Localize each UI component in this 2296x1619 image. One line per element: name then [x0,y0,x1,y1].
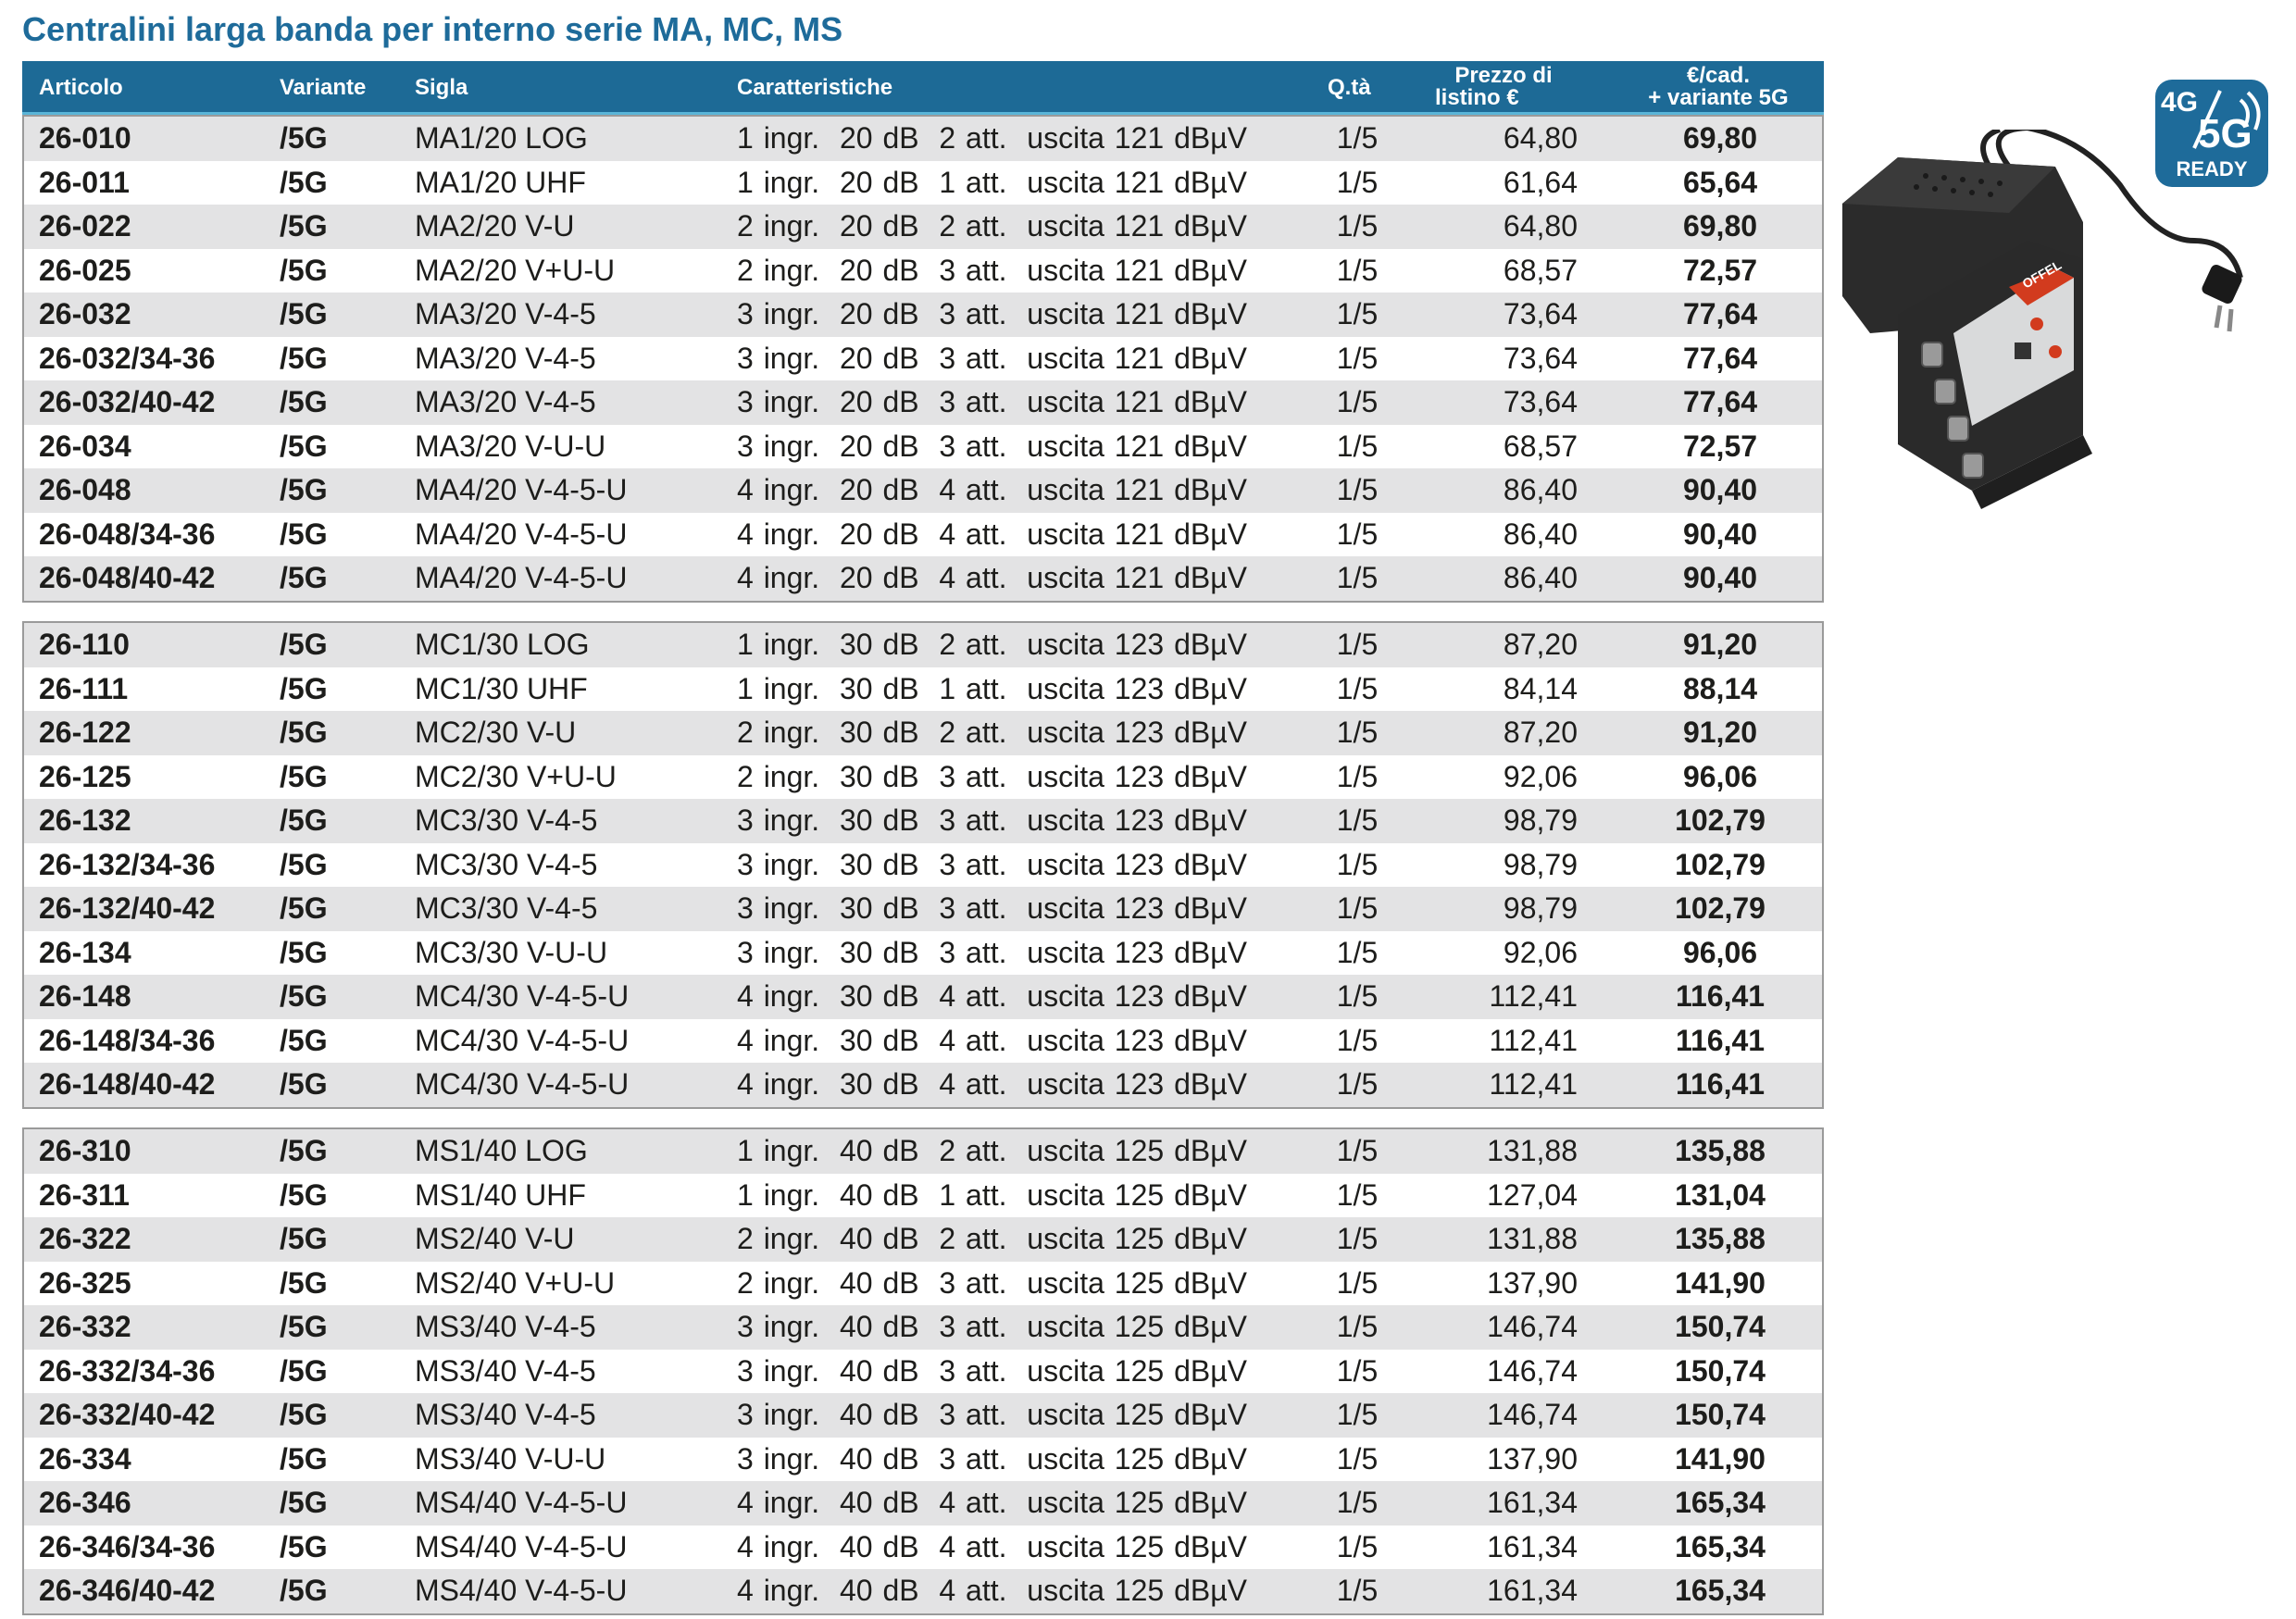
cell-variante: /5G [280,759,328,793]
cell-prezzo-5g: 135,88 [1675,1134,1766,1167]
table-row [24,1305,1822,1350]
cell-qta: 1/5 [1336,1398,1379,1431]
cell-variante: /5G [280,628,328,661]
cell-articolo: 26-334 [39,1441,131,1476]
cell-prezzo-5g: 90,40 [1682,517,1758,551]
cell-variante: /5G [280,1067,328,1101]
cell-prezzo: 84,14 [1503,671,1578,705]
cell-variante: /5G [280,165,328,199]
cell-prezzo: 98,79 [1503,847,1578,881]
cell-qta: 1/5 [1336,1177,1379,1212]
cell-articolo: 26-322 [39,1222,131,1255]
cell-variante: /5G [280,253,328,287]
cell-qta: 1/5 [1336,297,1379,330]
table-row [24,623,1822,667]
cell-sigla: MC1/30 LOG [415,628,590,661]
cell-qta: 1/5 [1336,1134,1379,1167]
cell-variante: /5G [280,803,328,837]
cell-articolo: 26-132 [39,803,131,837]
cell-variante: /5G [280,1529,328,1563]
table-row [24,887,1822,931]
cell-caratteristiche: 3 ingr. 20 dB 3 att. uscita 121 dBµV [737,429,1247,463]
cell-sigla: MC4/30 V-4-5-U [415,1067,630,1101]
cell-qta: 1/5 [1336,1353,1379,1388]
cell-articolo: 26-034 [39,429,131,463]
cell-qta: 1/5 [1336,1023,1379,1057]
cell-prezzo-5g: 96,06 [1682,935,1758,969]
table-row [24,425,1822,469]
table-row [24,1217,1822,1262]
cell-prezzo: 146,74 [1487,1398,1578,1431]
cell-variante: /5G [280,891,328,925]
cell-caratteristiche: 4 ingr. 40 dB 4 att. uscita 125 dBµV [737,1574,1247,1607]
cell-variante: /5G [280,517,328,551]
cell-qta: 1/5 [1336,209,1379,243]
cell-articolo: 26-134 [39,935,131,969]
cell-variante: /5G [280,561,328,594]
cell-prezzo-5g: 165,34 [1675,1486,1766,1519]
cell-variante: /5G [280,341,328,375]
cell-caratteristiche: 2 ingr. 20 dB 3 att. uscita 121 dBµV [737,253,1247,287]
table-row [24,1129,1822,1174]
cell-articolo: 26-122 [39,716,131,749]
amplifier-product-image [1842,130,2250,537]
cell-prezzo-5g: 77,64 [1682,297,1758,330]
table-row [24,667,1822,712]
cell-prezzo: 131,88 [1487,1222,1578,1255]
table-block-ma [22,115,1824,603]
cell-prezzo-5g: 90,40 [1682,561,1758,594]
cell-sigla: MC4/30 V-4-5-U [415,1023,630,1057]
cell-variante: /5G [280,473,328,506]
cell-prezzo-5g: 141,90 [1675,1265,1766,1300]
cell-prezzo-5g: 88,14 [1682,671,1758,705]
cell-prezzo-5g: 116,41 [1675,1023,1766,1057]
cell-prezzo: 161,34 [1487,1529,1578,1563]
cell-sigla: MS4/40 V-4-5-U [415,1574,628,1607]
cell-sigla: MS3/40 V-U-U [415,1441,606,1476]
cell-variante: /5G [280,1023,328,1057]
table-row [24,711,1822,755]
table-row [24,1526,1822,1570]
cell-prezzo-5g: 165,34 [1675,1574,1766,1607]
cell-articolo: 26-148/34-36 [39,1023,216,1057]
cell-qta: 1/5 [1336,891,1379,925]
cell-prezzo: 146,74 [1487,1310,1578,1343]
cell-sigla: MC1/30 UHF [415,671,588,705]
table-row [24,161,1822,205]
cell-variante: /5G [280,979,328,1013]
cell-variante: /5G [280,121,328,155]
table-row [24,1262,1822,1306]
cell-variante: /5G [280,1310,328,1343]
cell-articolo: 26-325 [39,1265,131,1300]
cell-variante: /5G [280,1222,328,1255]
cell-articolo: 26-048/40-42 [39,561,216,594]
cell-variante: /5G [280,297,328,330]
cell-prezzo-5g: 116,41 [1675,979,1766,1013]
table-row [24,1063,1822,1107]
cell-sigla: MA3/20 V-4-5 [415,297,596,330]
cell-sigla: MA4/20 V-4-5-U [415,517,628,551]
cell-caratteristiche: 1 ingr. 20 dB 2 att. uscita 121 dBµV [737,121,1247,155]
cell-sigla: MA3/20 V-U-U [415,429,606,463]
cell-caratteristiche: 2 ingr. 40 dB 3 att. uscita 125 dBµV [737,1265,1247,1300]
cell-qta: 1/5 [1336,1486,1379,1519]
cell-qta: 1/5 [1336,803,1379,837]
cell-articolo: 26-011 [39,165,130,199]
cell-articolo: 26-110 [39,628,130,661]
cell-caratteristiche: 3 ingr. 30 dB 3 att. uscita 123 dBµV [737,935,1247,969]
cell-variante: /5G [280,209,328,243]
cell-qta: 1/5 [1336,165,1379,199]
cell-prezzo-5g: 135,88 [1675,1222,1766,1255]
table-row [24,468,1822,513]
cell-variante: /5G [280,1486,328,1519]
cell-prezzo-5g: 72,57 [1682,429,1758,463]
cell-articolo: 26-132/40-42 [39,891,216,925]
cell-qta: 1/5 [1336,121,1379,155]
cell-caratteristiche: 4 ingr. 20 dB 4 att. uscita 121 dBµV [737,517,1247,551]
table-row [24,117,1822,161]
cell-prezzo: 87,20 [1503,628,1578,661]
cell-caratteristiche: 4 ingr. 20 dB 4 att. uscita 121 dBµV [737,473,1247,506]
cell-caratteristiche: 3 ingr. 20 dB 3 att. uscita 121 dBµV [737,385,1247,418]
cell-prezzo: 137,90 [1487,1265,1578,1300]
cell-variante: /5G [280,429,328,463]
cell-articolo: 26-111 [39,671,129,705]
cell-prezzo-5g: 141,90 [1675,1441,1766,1476]
cell-qta: 1/5 [1336,847,1379,881]
cell-prezzo: 87,20 [1503,716,1578,749]
cell-sigla: MS3/40 V-4-5 [415,1353,596,1388]
table-row [24,1350,1822,1394]
cell-caratteristiche: 3 ingr. 30 dB 3 att. uscita 123 dBµV [737,803,1247,837]
cell-sigla: MC3/30 V-4-5 [415,847,598,881]
cell-caratteristiche: 4 ingr. 30 dB 4 att. uscita 123 dBµV [737,1067,1247,1101]
cell-caratteristiche: 1 ingr. 40 dB 1 att. uscita 125 dBµV [737,1177,1247,1212]
cell-articolo: 26-346 [39,1486,131,1519]
cell-caratteristiche: 3 ingr. 20 dB 3 att. uscita 121 dBµV [737,297,1247,330]
cell-articolo: 26-332/34-36 [39,1353,216,1388]
cell-prezzo: 73,64 [1503,341,1578,375]
cell-sigla: MC2/30 V-U [415,716,577,749]
cell-sigla: MC2/30 V+U-U [415,759,617,793]
cell-prezzo: 86,40 [1503,561,1578,594]
cell-sigla: MS2/40 V+U-U [415,1265,616,1300]
cell-prezzo: 68,57 [1503,253,1578,287]
cell-variante: /5G [280,1353,328,1388]
cell-variante: /5G [280,716,328,749]
cell-prezzo: 161,34 [1487,1486,1578,1519]
cell-articolo: 26-332 [39,1310,131,1343]
header-prezzo-line1: Prezzo di [1454,63,1553,88]
cell-variante: /5G [280,935,328,969]
cell-sigla: MS1/40 UHF [415,1177,586,1212]
badge-5g: 5G [2198,111,2252,156]
cell-qta: 1/5 [1336,1574,1379,1607]
table-row [24,1569,1822,1613]
cell-caratteristiche: 1 ingr. 30 dB 1 att. uscita 123 dBµV [737,671,1247,705]
cell-prezzo-5g: 96,06 [1682,759,1758,793]
cell-sigla: MA4/20 V-4-5-U [415,561,628,594]
header-cad-line1: €/cad. [1686,63,1751,88]
table-row [24,1174,1822,1218]
table-row [24,1019,1822,1064]
table-row [24,293,1822,337]
cell-caratteristiche: 1 ingr. 30 dB 2 att. uscita 123 dBµV [737,628,1247,661]
table-row [24,1481,1822,1526]
cell-caratteristiche: 4 ingr. 30 dB 4 att. uscita 123 dBµV [737,1023,1247,1057]
cell-qta: 1/5 [1336,1265,1379,1300]
cell-qta: 1/5 [1336,935,1379,969]
cell-variante: /5G [280,385,328,418]
cell-prezzo-5g: 72,57 [1682,253,1758,287]
cell-caratteristiche: 4 ingr. 40 dB 4 att. uscita 125 dBµV [737,1529,1247,1563]
header-prezzo-line2: listino € [1435,85,1519,110]
cell-prezzo: 86,40 [1503,517,1578,551]
cell-caratteristiche: 4 ingr. 40 dB 4 att. uscita 125 dBµV [737,1486,1247,1519]
cell-qta: 1/5 [1336,1529,1379,1563]
cell-caratteristiche: 3 ingr. 40 dB 3 att. uscita 125 dBµV [737,1310,1247,1343]
cell-qta: 1/5 [1336,979,1379,1013]
cell-sigla: MS1/40 LOG [415,1134,588,1167]
cell-articolo: 26-022 [39,209,131,243]
cell-articolo: 26-148/40-42 [39,1067,216,1101]
cell-sigla: MC3/30 V-4-5 [415,891,598,925]
badge-4g: 4G [2161,87,2199,118]
cell-sigla: MA2/20 V+U-U [415,253,616,287]
cell-articolo: 26-125 [39,759,131,793]
cell-prezzo: 86,40 [1503,473,1578,506]
cell-caratteristiche: 3 ingr. 20 dB 3 att. uscita 121 dBµV [737,341,1247,375]
cell-prezzo-5g: 77,64 [1682,341,1758,375]
cell-caratteristiche: 4 ingr. 30 dB 4 att. uscita 123 dBµV [737,979,1247,1013]
cell-prezzo: 112,41 [1489,1023,1578,1057]
cell-prezzo: 64,80 [1503,121,1578,155]
table-row [24,513,1822,557]
cell-caratteristiche: 3 ingr. 40 dB 3 att. uscita 125 dBµV [737,1353,1247,1388]
cell-sigla: MA1/20 LOG [415,121,588,155]
cell-caratteristiche: 3 ingr. 40 dB 3 att. uscita 125 dBµV [737,1441,1247,1476]
cell-prezzo-5g: 91,20 [1682,628,1758,661]
header-articolo: Articolo [39,75,123,100]
cell-qta: 1/5 [1336,628,1379,661]
cell-qta: 1/5 [1336,385,1379,418]
cell-caratteristiche: 2 ingr. 30 dB 2 att. uscita 123 dBµV [737,716,1247,749]
cell-qta: 1/5 [1336,253,1379,287]
cell-caratteristiche: 2 ingr. 20 dB 2 att. uscita 121 dBµV [737,209,1247,243]
cell-prezzo-5g: 131,04 [1675,1177,1766,1212]
cell-prezzo: 64,80 [1503,209,1578,243]
badge-ready: READY [2176,157,2248,181]
cell-prezzo: 161,34 [1487,1574,1578,1607]
cell-variante: /5G [280,1398,328,1431]
cell-caratteristiche: 1 ingr. 20 dB 1 att. uscita 121 dBµV [737,165,1247,199]
header-sigla: Sigla [415,75,468,100]
table-row [24,249,1822,293]
table-block-mc [22,621,1824,1109]
cell-prezzo: 73,64 [1503,385,1578,418]
cell-prezzo-5g: 102,79 [1675,891,1766,925]
table-row [24,205,1822,249]
header-cad-line2: + variante 5G [1648,85,1789,110]
cell-qta: 1/5 [1336,517,1379,551]
cell-variante: /5G [280,1265,328,1300]
cell-sigla: MS4/40 V-4-5-U [415,1529,628,1563]
table-row [24,337,1822,381]
cell-prezzo: 61,64 [1503,165,1578,199]
cell-variante: /5G [280,671,328,705]
cell-articolo: 26-332/40-42 [39,1398,216,1431]
cell-prezzo: 137,90 [1487,1441,1578,1476]
cell-prezzo: 92,06 [1503,935,1578,969]
table-row [24,380,1822,425]
cell-prezzo-5g: 65,64 [1682,165,1758,199]
cell-variante: /5G [280,847,328,881]
table-row [24,843,1822,888]
cell-caratteristiche: 3 ingr. 30 dB 3 att. uscita 123 dBµV [737,891,1247,925]
cell-articolo: 26-048/34-36 [39,517,216,551]
cell-sigla: MA3/20 V-4-5 [415,385,596,418]
table-row [24,556,1822,601]
cell-prezzo: 92,06 [1503,759,1578,793]
table-row [24,931,1822,976]
cell-variante: /5G [280,1134,328,1167]
cell-prezzo-5g: 77,64 [1682,385,1758,418]
cell-prezzo: 73,64 [1503,297,1578,330]
cell-prezzo: 112,41 [1489,1067,1578,1101]
product-brand-label: OFFEL [2019,256,2065,292]
cell-prezzo-5g: 116,41 [1675,1067,1766,1101]
cell-prezzo-5g: 102,79 [1675,847,1766,881]
cell-articolo: 26-346/40-42 [39,1574,216,1607]
cell-sigla: MA1/20 UHF [415,165,586,199]
table-row [24,1393,1822,1438]
cell-caratteristiche: 2 ingr. 30 dB 3 att. uscita 123 dBµV [737,759,1247,793]
cell-prezzo-5g: 150,74 [1675,1353,1766,1388]
cell-sigla: MA3/20 V-4-5 [415,341,596,375]
cell-sigla: MS2/40 V-U [415,1222,575,1255]
cell-prezzo-5g: 91,20 [1682,716,1758,749]
table-row [24,799,1822,843]
cell-qta: 1/5 [1336,1310,1379,1343]
cell-prezzo: 127,04 [1487,1177,1578,1212]
cell-prezzo-5g: 102,79 [1675,803,1766,837]
cell-articolo: 26-048 [39,473,131,506]
cell-qta: 1/5 [1336,1067,1379,1101]
cell-sigla: MC3/30 V-4-5 [415,803,598,837]
cell-articolo: 26-311 [39,1177,130,1212]
cell-prezzo: 146,74 [1487,1353,1578,1388]
cell-prezzo-5g: 69,80 [1682,121,1758,155]
cell-prezzo-5g: 150,74 [1675,1398,1766,1431]
cell-articolo: 26-032/40-42 [39,385,216,418]
cell-articolo: 26-025 [39,253,131,287]
cell-caratteristiche: 3 ingr. 30 dB 3 att. uscita 123 dBµV [737,847,1247,881]
cell-qta: 1/5 [1336,1222,1379,1255]
cell-qta: 1/5 [1336,341,1379,375]
header-cad [1607,65,1829,109]
cell-articolo: 26-346/34-36 [39,1529,216,1563]
cell-qta: 1/5 [1336,561,1379,594]
cell-prezzo: 98,79 [1503,803,1578,837]
cell-articolo: 26-032 [39,297,131,330]
header-variante: Variante [280,75,367,100]
cell-qta: 1/5 [1336,429,1379,463]
cell-qta: 1/5 [1336,759,1379,793]
table-row [24,1438,1822,1482]
cell-sigla: MS3/40 V-4-5 [415,1398,596,1431]
cell-qta: 1/5 [1336,716,1379,749]
cell-variante: /5G [280,1177,328,1212]
page-title: Centralini larga banda per interno serie MA, MC, MS [22,10,843,48]
cell-sigla: MA4/20 V-4-5-U [415,473,628,506]
header-prezzo [1429,65,1578,109]
cell-prezzo: 131,88 [1487,1134,1578,1167]
cell-sigla: MS4/40 V-4-5-U [415,1486,628,1519]
cell-prezzo-5g: 69,80 [1682,209,1758,243]
cell-articolo: 26-032/34-36 [39,341,216,375]
cell-qta: 1/5 [1336,1441,1379,1476]
cell-sigla: MS3/40 V-4-5 [415,1310,596,1343]
table-row [24,755,1822,800]
cell-caratteristiche: 2 ingr. 40 dB 2 att. uscita 125 dBµV [737,1222,1247,1255]
cell-prezzo-5g: 165,34 [1675,1529,1766,1563]
table-row [24,975,1822,1019]
cell-qta: 1/5 [1336,473,1379,506]
cell-sigla: MA2/20 V-U [415,209,575,243]
cell-articolo: 26-310 [39,1134,131,1167]
cell-prezzo: 68,57 [1503,429,1578,463]
cell-caratteristiche: 4 ingr. 20 dB 4 att. uscita 121 dBµV [737,561,1247,594]
cell-prezzo-5g: 90,40 [1682,473,1758,506]
cell-prezzo: 98,79 [1503,891,1578,925]
cell-articolo: 26-148 [39,979,131,1013]
cell-caratteristiche: 3 ingr. 40 dB 3 att. uscita 125 dBµV [737,1398,1247,1431]
header-qta: Q.tà [1328,75,1371,100]
cell-variante: /5G [280,1441,328,1476]
table-header [22,61,1824,115]
cell-articolo: 26-132/34-36 [39,847,216,881]
table-block-ms [22,1127,1824,1615]
cell-qta: 1/5 [1336,671,1379,705]
cell-sigla: MC3/30 V-U-U [415,935,608,969]
cell-variante: /5G [280,1574,328,1607]
cell-articolo: 26-010 [39,121,131,155]
cell-sigla: MC4/30 V-4-5-U [415,979,630,1013]
cell-caratteristiche: 1 ingr. 40 dB 2 att. uscita 125 dBµV [737,1134,1247,1167]
cell-prezzo: 112,41 [1489,979,1578,1013]
header-caratteristiche: Caratteristiche [737,75,893,100]
cell-prezzo-5g: 150,74 [1675,1310,1766,1343]
